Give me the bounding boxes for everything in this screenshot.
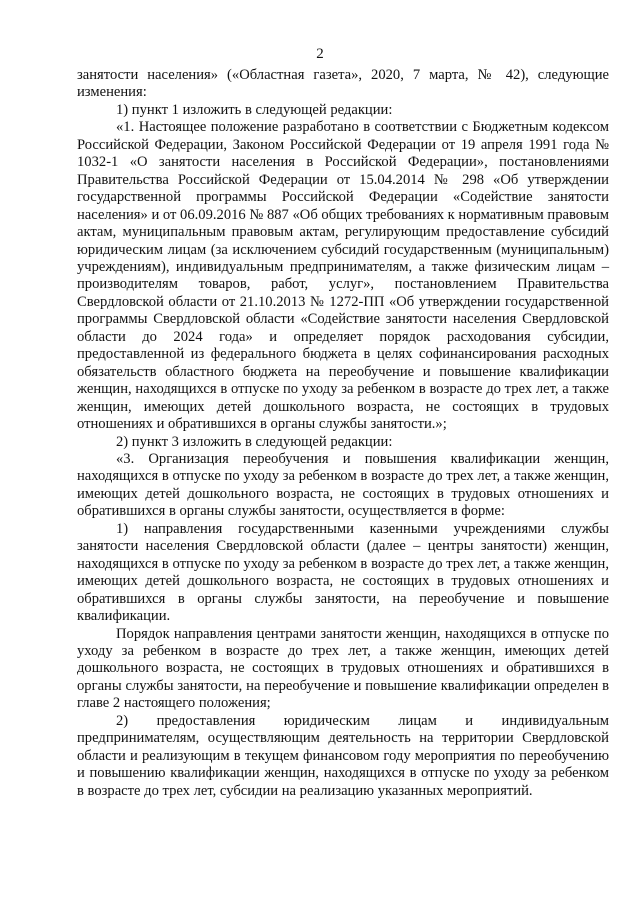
page-number: 2 (316, 46, 324, 62)
paragraph: 1) пункт 1 изложить в следующей редакции: (116, 101, 393, 118)
document-body (77, 67, 609, 800)
paragraph: 2) предоставления юридическим лицам и индивидуальным предпринимателям, осуществляющим деятельность на территории Свердловской области и реализующим в текущем финансовом году мероприятия по переобучению и повышению квалификации женщин, находящихся в отпуске по уходу за ребенком в возрасте до трех лет, субсидии на реализацию указанных мероприятий. (77, 712, 609, 799)
paragraph: «3. Организация переобучения и повышения квалификации женщин, находящихся в отпуске по уходу за ребенком в возрасте до трех лет, а также женщин, имеющих детей дошкольного возраста, не состоящих в трудовых отношениях и обратившихся в органы службы занятости, осуществляется в форме: (77, 450, 609, 520)
paragraph: 2) пункт 3 изложить в следующей редакции: (116, 433, 393, 450)
paragraph: «1. Настоящее положение разработано в соответствии с Бюджетным кодексом Российской Федерации, Законом Российской Федерации от 19 апреля 1991 года № 1032-1 «О занятости населения в Российской Федерации», постановлениями Правительства Российской Федерации от 15.04.2014 № 298 «Об утверждении государственной программы Российской Федерации «Содействие занятости населения» и от 06.09.2016 № 887 «Об общих требованиях к нормативным правовым актам, муниципальным правовым актам, регулирующим предоставление субсидий юридическим лицам (за исключением субсидий государственным (муниципальным) учреждениям), индивидуальным предпринимателям, а также физическим лицам – производителям товаров, работ, услуг», постановлением Правительства Свердловской области от 21.10.2013 № 1272-ПП «Об утверждении государственной программы Свердловской области «Содействие занятости населения Свердловской области до 2024 года» и определяет порядок расходования субсидии, предоставленной из федерального бюджета в целях софинансирования расходных обязательств областного бюджета на переобучение и повышение квалификации женщин, находящихся в отпуске по уходу за ребенком в возрасте до трех лет, а также женщин, имеющих детей дошкольного возраста, не состоящих в трудовых отношениях и обратившихся в органы службы занятости.»; (77, 119, 609, 433)
paragraph: занятости населения» («Областная газета», 2020, 7 марта, № 42), следующие изменения: (77, 67, 609, 101)
paragraph: Порядок направления центрами занятости женщин, находящихся в отпуске по уходу за ребенком в возрасте до трех лет, а также женщин, имеющих детей дошкольного возраста, не состоящих в трудовых отношениях и обратившихся в органы службы занятости, на переобучение и повышение квалификации определен в главе 2 настоящего положения; (77, 625, 609, 712)
paragraph: 1) направления государственными казенными учреждениями службы занятости населения Свердловской области (далее – центры занятости) женщин, находящихся в отпуске по уходу за ребенком в возрасте до трех лет, а также женщин, имеющих детей дошкольного возраста, не состоящих в трудовых отношениях и обратившихся в органы службы занятости, на переобучение и повышение квалификации. (77, 520, 609, 625)
